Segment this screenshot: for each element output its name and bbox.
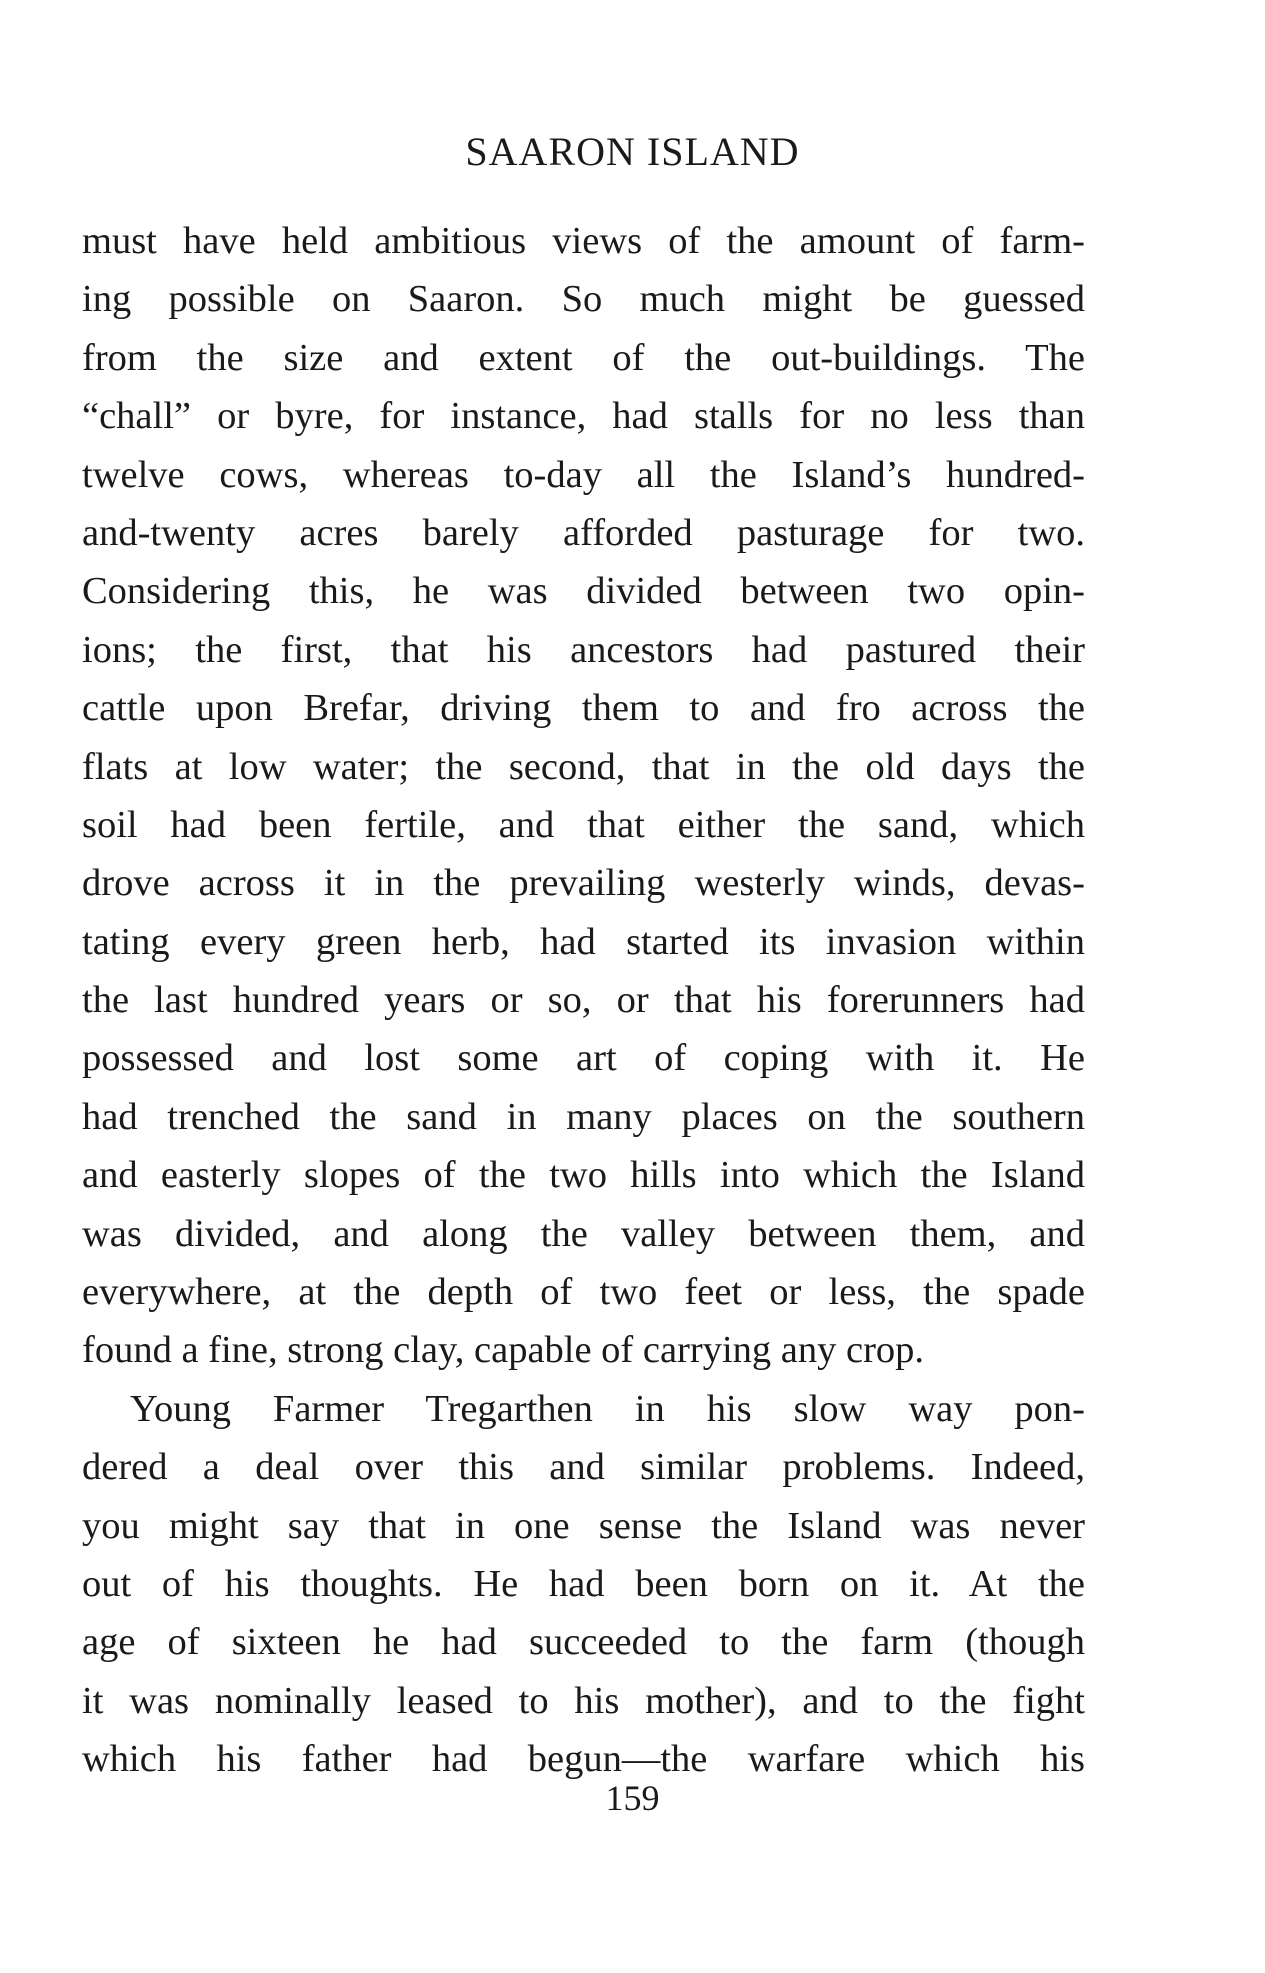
text-line: out of his thoughts. He had been born on it. At the xyxy=(82,1562,1085,1605)
text-line: you might say that in one sense the Island was never xyxy=(82,1504,1085,1547)
body-text xyxy=(82,212,1085,1789)
page-number: 159 xyxy=(605,1778,660,1818)
text-line: twelve cows, whereas to-day all the Island’s hundred- xyxy=(82,453,1085,496)
text-line: and-twenty acres barely afforded pasturage for two. xyxy=(82,511,1085,554)
text-line: drove across it in the prevailing westerly winds, devas- xyxy=(82,862,1085,905)
text-line: must have held ambitious views of the amount of farm- xyxy=(82,220,1085,262)
text-line: flats at low water; the second, that in the old days the xyxy=(82,745,1085,788)
text-line: found a fine, strong clay, capable of carrying any crop. xyxy=(82,1329,925,1372)
text-line: tating every green herb, had started its invasion within xyxy=(82,920,1085,963)
paragraph-1 xyxy=(82,212,1085,1380)
running-head: SAARON ISLAND xyxy=(465,129,800,174)
text-line: and easterly slopes of the two hills into which the Island xyxy=(82,1154,1085,1197)
text-line: soil had been fertile, and that either the sand, which xyxy=(82,803,1085,846)
text-line: dered a deal over this and similar problems. Indeed, xyxy=(82,1446,1085,1489)
text-line: possessed and lost some art of coping with it. He xyxy=(82,1037,1085,1080)
text-line: from the size and extent of the out-buildings. The xyxy=(82,336,1085,379)
text-line: ions; the first, that his ancestors had pastured their xyxy=(82,628,1085,671)
text-line: ing possible on Saaron. So much might be guessed xyxy=(82,278,1085,321)
text-line: was divided, and along the valley between them, and xyxy=(82,1212,1085,1255)
text-line: everywhere, at the depth of two feet or less, the spade xyxy=(82,1271,1085,1314)
text-line: Young Farmer Tregarthen in his slow way pon- xyxy=(130,1387,1085,1430)
text-line: Considering this, he was divided between two opin- xyxy=(82,570,1085,613)
text-line: cattle upon Brefar, driving them to and fro across the xyxy=(82,687,1085,730)
text-line: age of sixteen he had succeeded to the farm (though xyxy=(82,1621,1085,1664)
text-line: which his father had begun—the warfare which his xyxy=(82,1738,1085,1781)
paragraph-2 xyxy=(82,1380,1085,1789)
text-line: it was nominally leased to his mother), and to the fight xyxy=(82,1679,1085,1722)
text-line: “chall” or byre, for instance, had stalls for no less than xyxy=(82,395,1085,438)
text-line: the last hundred years or so, or that his forerunners had xyxy=(82,979,1085,1022)
text-line: had trenched the sand in many places on the southern xyxy=(82,1095,1085,1138)
